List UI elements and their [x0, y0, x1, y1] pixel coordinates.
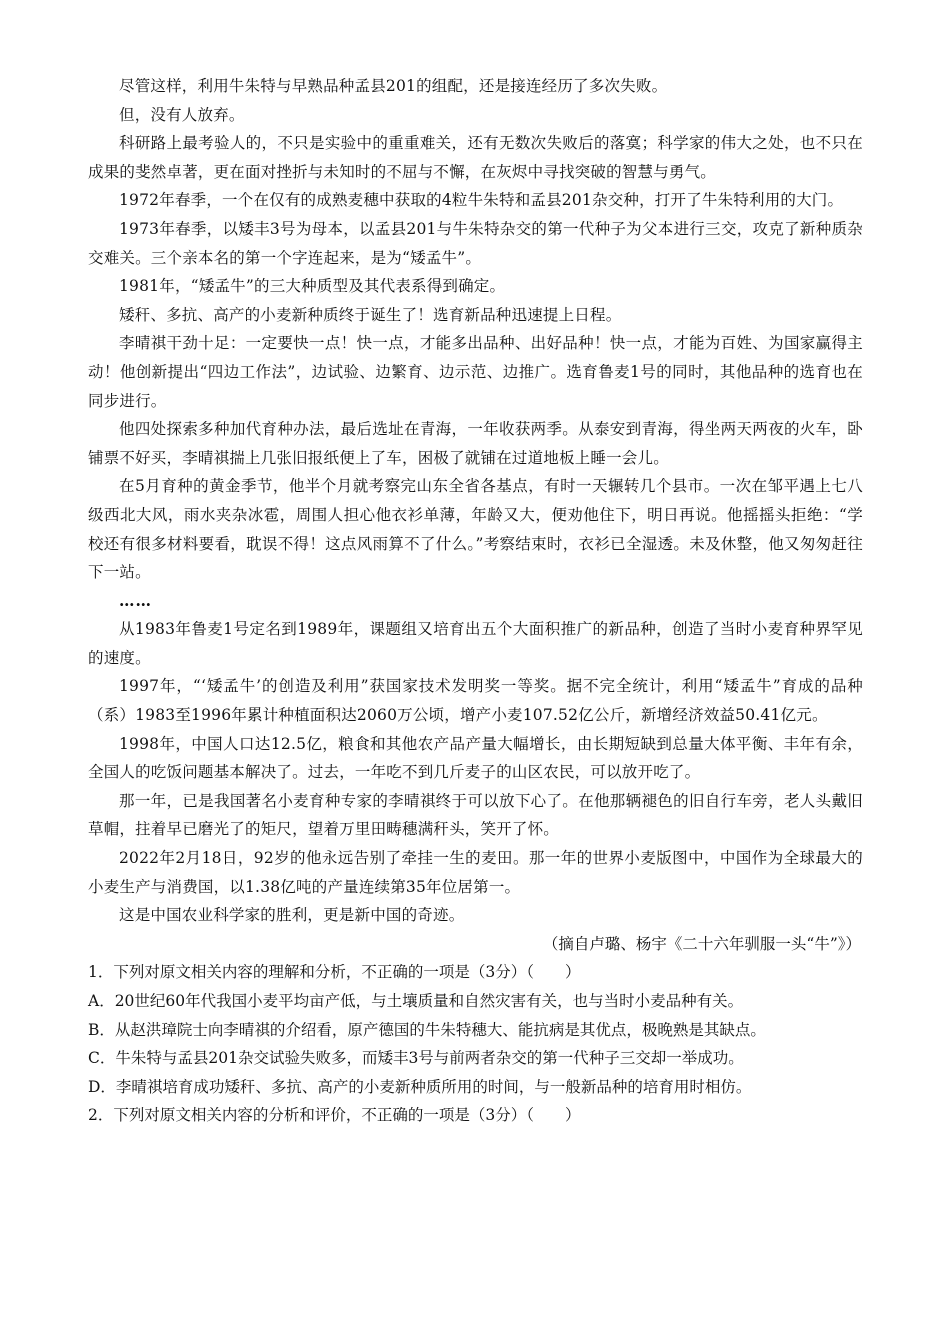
paragraph: 2022年2月18日，92岁的他永远告别了牵挂一生的麦田。那一年的世界小麦版图中，中国作为全球最大的小麦生产与消费国，以1.38亿吨的产量连续第35年位居第一。 [88, 849, 863, 896]
paragraph: 但，没有人放弃。 [119, 105, 245, 124]
paragraph: 1981年，“矮孟牛”的三大种质型及其代表系得到确定。 [119, 277, 506, 296]
question-1-option-a: A．20世纪60年代我国小麦平均亩产低，与土壤质量和自然灾害有关，也与当时小麦品种有关。 [88, 992, 744, 1010]
question-2-prompt: 2．下列对原文相关内容的分析和评价，不正确的一项是（3分）（ ） [88, 1106, 581, 1125]
paragraph: 他四处探索多种加代育种办法，最后选址在青海，一年收获两季。从泰安到青海，得坐两天两夜的火车，卧铺票不好买，李晴祺揣上几张旧报纸便上了车，困极了就铺在过道地板上睡一会儿。 [88, 420, 863, 467]
paragraph: 从1983年鲁麦1号定名到1989年，课题组又培育出五个大面积推广的新品种，创造了当时小麦育种界罕见的速度。 [88, 620, 863, 667]
paragraph: 1972年春季，一个在仅有的成熟麦穗中获取的4粒牛朱特和孟县201杂交种，打开了牛朱特利用的大门。 [119, 191, 844, 210]
question-1-option-c: C．牛朱特与孟县201杂交试验失败多，而矮丰3号与前两者杂交的第一代种子三交却一举成功。 [88, 1049, 744, 1068]
paragraph: 1997年，“‘矮孟牛’的创造及利用”获国家技术发明奖一等奖。据不完全统计，利用“矮孟牛”育成的品种（系）1983至1996年累计种植面积达2060万公顷，增产小麦107.52亿公斤，新增经济效益50.41亿元。 [88, 677, 863, 725]
paragraph: 1998年，中国人口达12.5亿，粮食和其他农产品产量大幅增长，由长期短缺到总量大体平衡、丰年有余，全国人的吃饭问题基本解决了。过去，一年吃不到几斤麦子的山区农民，可以放开吃了。 [88, 734, 863, 782]
paragraph: 尽管这样，利用牛朱特与早熟品种孟县201的组配，还是接连经历了多次失败。 [119, 77, 668, 95]
question-1-option-b: B．从赵洪璋院士向李晴祺的介绍看，原产德国的牛朱特穗大、能抗病是其优点，极晚熟是其缺点。 [88, 1020, 766, 1039]
ellipsis: …… [119, 590, 152, 610]
source-citation: （摘自卢璐、杨宇《二十六年驯服一头“牛”》） [542, 934, 861, 953]
paragraph: 科研路上最考验人的，不只是实验中的重重难关，还有无数次失败后的落寞；科学家的伟大之处，也不只在成果的斐然卓著，更在面对挫折与未知时的不屈与不懈，在灰烬中寻找突破的智慧与勇气。 [88, 134, 863, 181]
paragraph: 那一年，已是我国著名小麦育种专家的李晴祺终于可以放下心了。在他那辆褪色的旧自行车旁，老人头戴旧草帽，拄着早已磨光了的矩尺，望着万里田畴穗满秆头，笑开了怀。 [88, 791, 863, 839]
paragraph: 矮秆、多抗、高产的小麦新种质终于诞生了！选育新品种迅速提上日程。 [119, 305, 622, 324]
paragraph: 在5月育种的黄金季节，他半个月就考察完山东全省各基点，有时一天辗转几个县市。一次在邹平遇上七八级西北大风，雨水夹杂冰雹，周围人担心他衣衫单薄，年龄又大，便劝他住下，明日再说。他摇摇头拒绝：“学校还有很多材料要看，耽误不得！这点风雨算不了什么。”考察结束时，衣衫已全湿透。未及休整，他又匆匆赶往下一站。 [88, 477, 863, 582]
document-page [88, 72, 863, 1130]
question-1-option-d: D．李晴祺培育成功矮秆、多抗、高产的小麦新种质所用的时间，与一般新品种的培育用时相仿。 [88, 1077, 752, 1096]
paragraph: 李晴祺干劲十足：一定要快一点！快一点，才能多出品种、出好品种！快一点，才能为百姓、为国家赢得主动！他创新提出“四边工作法”，边试验、边繁育、边示范、边推广。选育鲁麦1号的同时，其他品种的选育也在同步进行。 [88, 334, 863, 410]
question-1-prompt: 1．下列对原文相关内容的理解和分析，不正确的一项是（3分）（ ） [88, 963, 581, 982]
paragraph: 1973年春季，以矮丰3号为母本，以孟县201与牛朱特杂交的第一代种子为父本进行三交，攻克了新种质杂交难关。三个亲本名的第一个字连起来，是为“矮孟牛”。 [88, 219, 863, 267]
paragraph: 这是中国农业科学家的胜利，更是新中国的奇迹。 [119, 906, 465, 925]
